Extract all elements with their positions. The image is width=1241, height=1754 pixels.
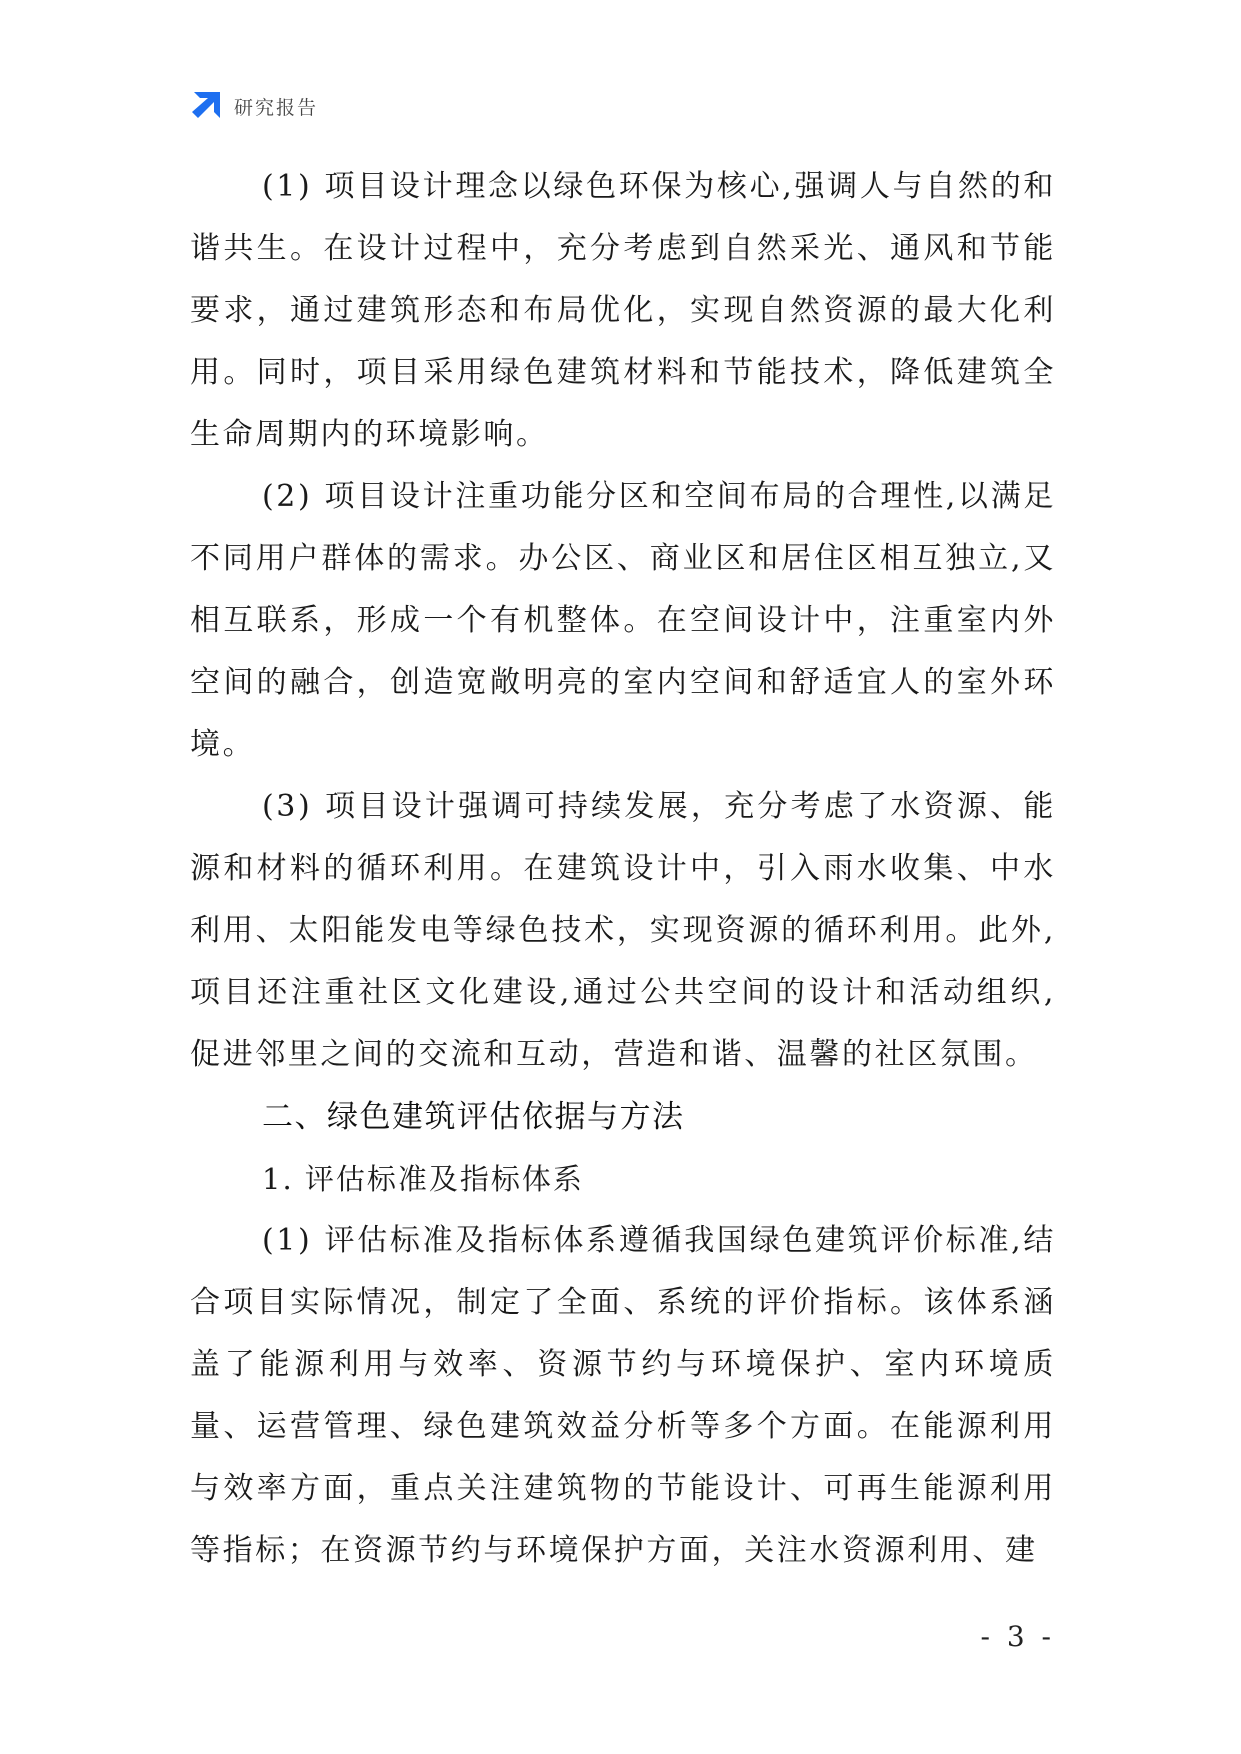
paragraph-3: (3) 项目设计强调可持续发展，充分考虑了水资源、能源和材料的循环利用。在建筑设计中，引入雨水收集、中水利用、太阳能发电等绿色技术，实现资源的循环利用。此外,项目还注重社区文化建设,通过公共空间的设计和活动组织,促进邻里之间的交流和互动，营造和谐、温馨的社区氛围。: [190, 789, 1056, 1072]
paragraph-1: (1) 项目设计理念以绿色环保为核心,强调人与自然的和谐共生。在设计过程中，充分考虑到自然采光、通风和节能要求，通过建筑形态和布局优化，实现自然资源的最大化利用。同时，项目采用绿色建筑材料和节能技术，降低建筑全生命周期内的环境影响。: [190, 169, 1056, 452]
arrow-up-right-icon: [190, 90, 222, 122]
page-number: - 3 -: [980, 1620, 1055, 1653]
header-title: 研究报告: [234, 96, 319, 119]
subsection-heading: 1. 评估标准及指标体系: [262, 1162, 584, 1196]
paragraph-2: (2) 项目设计注重功能分区和空间布局的合理性,以满足不同用户群体的需求。办公区、商业区和居住区相互独立,又相互联系，形成一个有机整体。在空间设计中，注重室内外空间的融合，创造宽敞明亮的室内空间和舒适宜人的室外环境。: [190, 479, 1056, 762]
paragraph-4: (1) 评估标准及指标体系遵循我国绿色建筑评价标准,结合项目实际情况，制定了全面、系统的评价指标。该体系涵盖了能源利用与效率、资源节约与环境保护、室内环境质量、运营管理、绿色建筑效益分析等多个方面。在能源利用与效率方面，重点关注建筑物的节能设计、可再生能源利用等指标；在资源节约与环境保护方面，关注水资源利用、建: [190, 1223, 1056, 1568]
section-heading: 二、绿色建筑评估依据与方法: [262, 1099, 685, 1135]
page-header: [190, 88, 318, 124]
document-body: [190, 156, 1056, 1582]
